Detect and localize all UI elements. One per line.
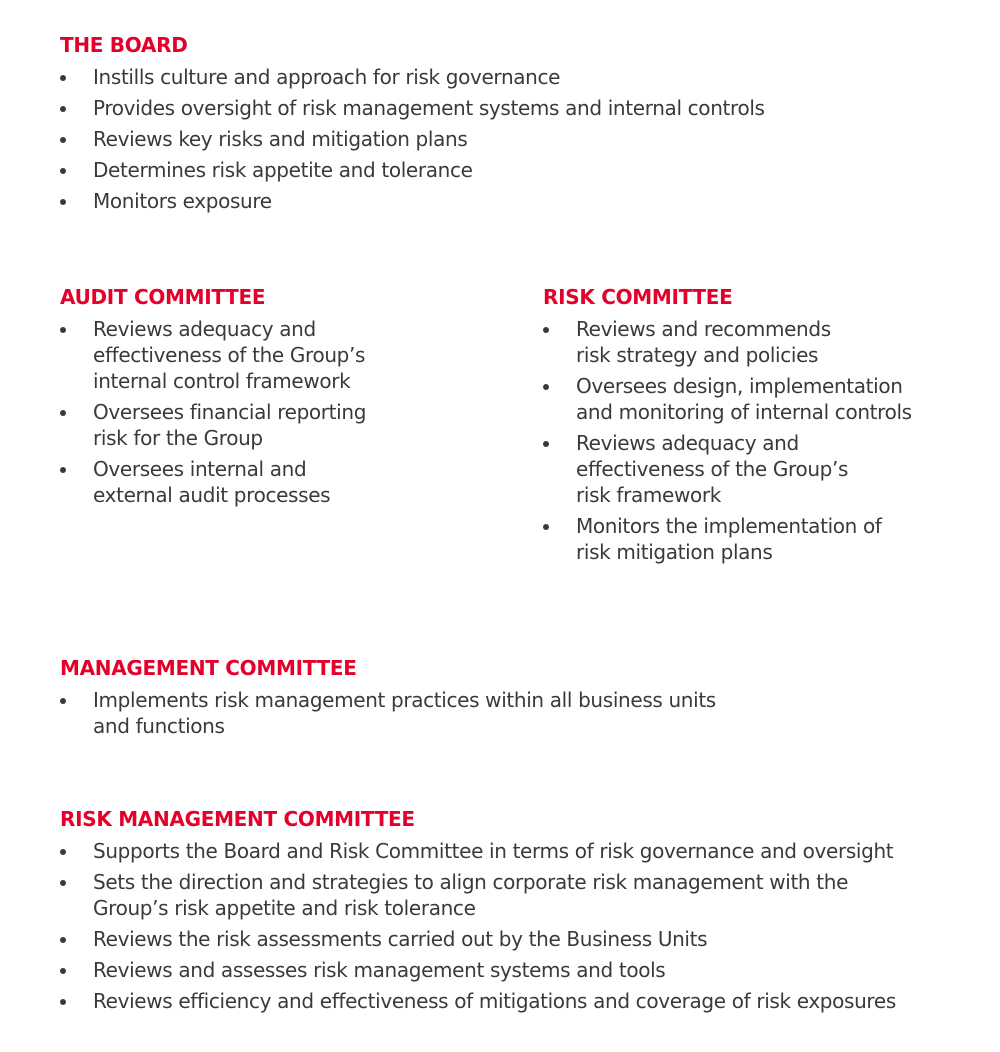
list-item <box>60 157 960 183</box>
list-item <box>60 926 960 952</box>
bullet-icon <box>60 698 66 704</box>
list-item-text: Implements risk management practices within all business units and functions <box>93 688 716 738</box>
list-item <box>60 316 490 394</box>
risk-management-committee-list <box>60 838 960 1014</box>
list-item <box>543 513 983 565</box>
bullet-icon <box>543 441 549 447</box>
risk-committee-heading: RISK COMMITTEE <box>543 285 733 309</box>
list-item <box>60 64 960 90</box>
list-item <box>60 399 490 451</box>
list-item-text: Reviews efficiency and effectiveness of mitigations and coverage of risk exposures <box>93 989 896 1013</box>
management-committee-heading: MANAGEMENT COMMITTEE <box>60 656 357 680</box>
audit-committee-section <box>60 284 490 508</box>
bullet-icon <box>60 999 66 1005</box>
audit-committee-heading: AUDIT COMMITTEE <box>60 285 266 309</box>
list-item-text: Monitors exposure <box>93 189 272 213</box>
list-item-text: Provides oversight of risk management systems and internal controls <box>93 96 765 120</box>
board-heading: THE BOARD <box>60 33 188 57</box>
risk-committee-section <box>543 284 983 565</box>
bullet-icon <box>60 880 66 886</box>
list-item-text: Oversees design, implementation and monitoring of internal controls <box>576 374 912 424</box>
list-item <box>60 456 490 508</box>
risk-management-committee-heading: RISK MANAGEMENT COMMITTEE <box>60 807 415 831</box>
bullet-icon <box>543 327 549 333</box>
list-item <box>60 687 960 739</box>
bullet-icon <box>60 467 66 473</box>
list-item-text: Sets the direction and strategies to align corporate risk management with the Group’s risk appetite and risk tolerance <box>93 870 849 920</box>
list-item-text: Reviews adequacy and effectiveness of the Group’s risk framework <box>576 431 849 507</box>
list-item <box>543 316 983 368</box>
management-committee-section <box>60 655 960 739</box>
bullet-icon <box>60 106 66 112</box>
bullet-icon <box>60 968 66 974</box>
bullet-icon <box>60 75 66 81</box>
list-item <box>60 126 960 152</box>
list-item-text: Reviews the risk assessments carried out by the Business Units <box>93 927 708 951</box>
list-item <box>543 430 983 508</box>
audit-committee-list <box>60 316 490 508</box>
list-item-text: Reviews and recommends risk strategy and policies <box>576 317 831 367</box>
list-item <box>60 988 960 1014</box>
list-item-text: Instills culture and approach for risk governance <box>93 65 561 89</box>
bullet-icon <box>60 937 66 943</box>
list-item-text: Oversees internal and external audit processes <box>93 457 331 507</box>
risk-committee-list <box>543 316 983 565</box>
bullet-icon <box>60 410 66 416</box>
list-item <box>60 95 960 121</box>
list-item-text: Monitors the implementation of risk mitigation plans <box>576 514 882 564</box>
bullet-icon <box>60 327 66 333</box>
list-item <box>60 869 960 921</box>
board-list <box>60 64 960 214</box>
bullet-icon <box>60 168 66 174</box>
management-committee-list <box>60 687 960 739</box>
bullet-icon <box>60 199 66 205</box>
list-item <box>60 957 960 983</box>
bullet-icon <box>60 137 66 143</box>
list-item-text: Oversees financial reporting risk for the Group <box>93 400 367 450</box>
board-section <box>60 32 960 214</box>
bullet-icon <box>543 524 549 530</box>
list-item-text: Reviews and assesses risk management systems and tools <box>93 958 666 982</box>
list-item-text: Supports the Board and Risk Committee in terms of risk governance and oversight <box>93 839 894 863</box>
list-item <box>60 838 960 864</box>
list-item <box>60 188 960 214</box>
list-item <box>543 373 983 425</box>
list-item-text: Determines risk appetite and tolerance <box>93 158 473 182</box>
risk-management-committee-section <box>60 806 960 1014</box>
list-item-text: Reviews adequacy and effectiveness of the Group’s internal control framework <box>93 317 366 393</box>
list-item-text: Reviews key risks and mitigation plans <box>93 127 468 151</box>
bullet-icon <box>60 849 66 855</box>
bullet-icon <box>543 384 549 390</box>
